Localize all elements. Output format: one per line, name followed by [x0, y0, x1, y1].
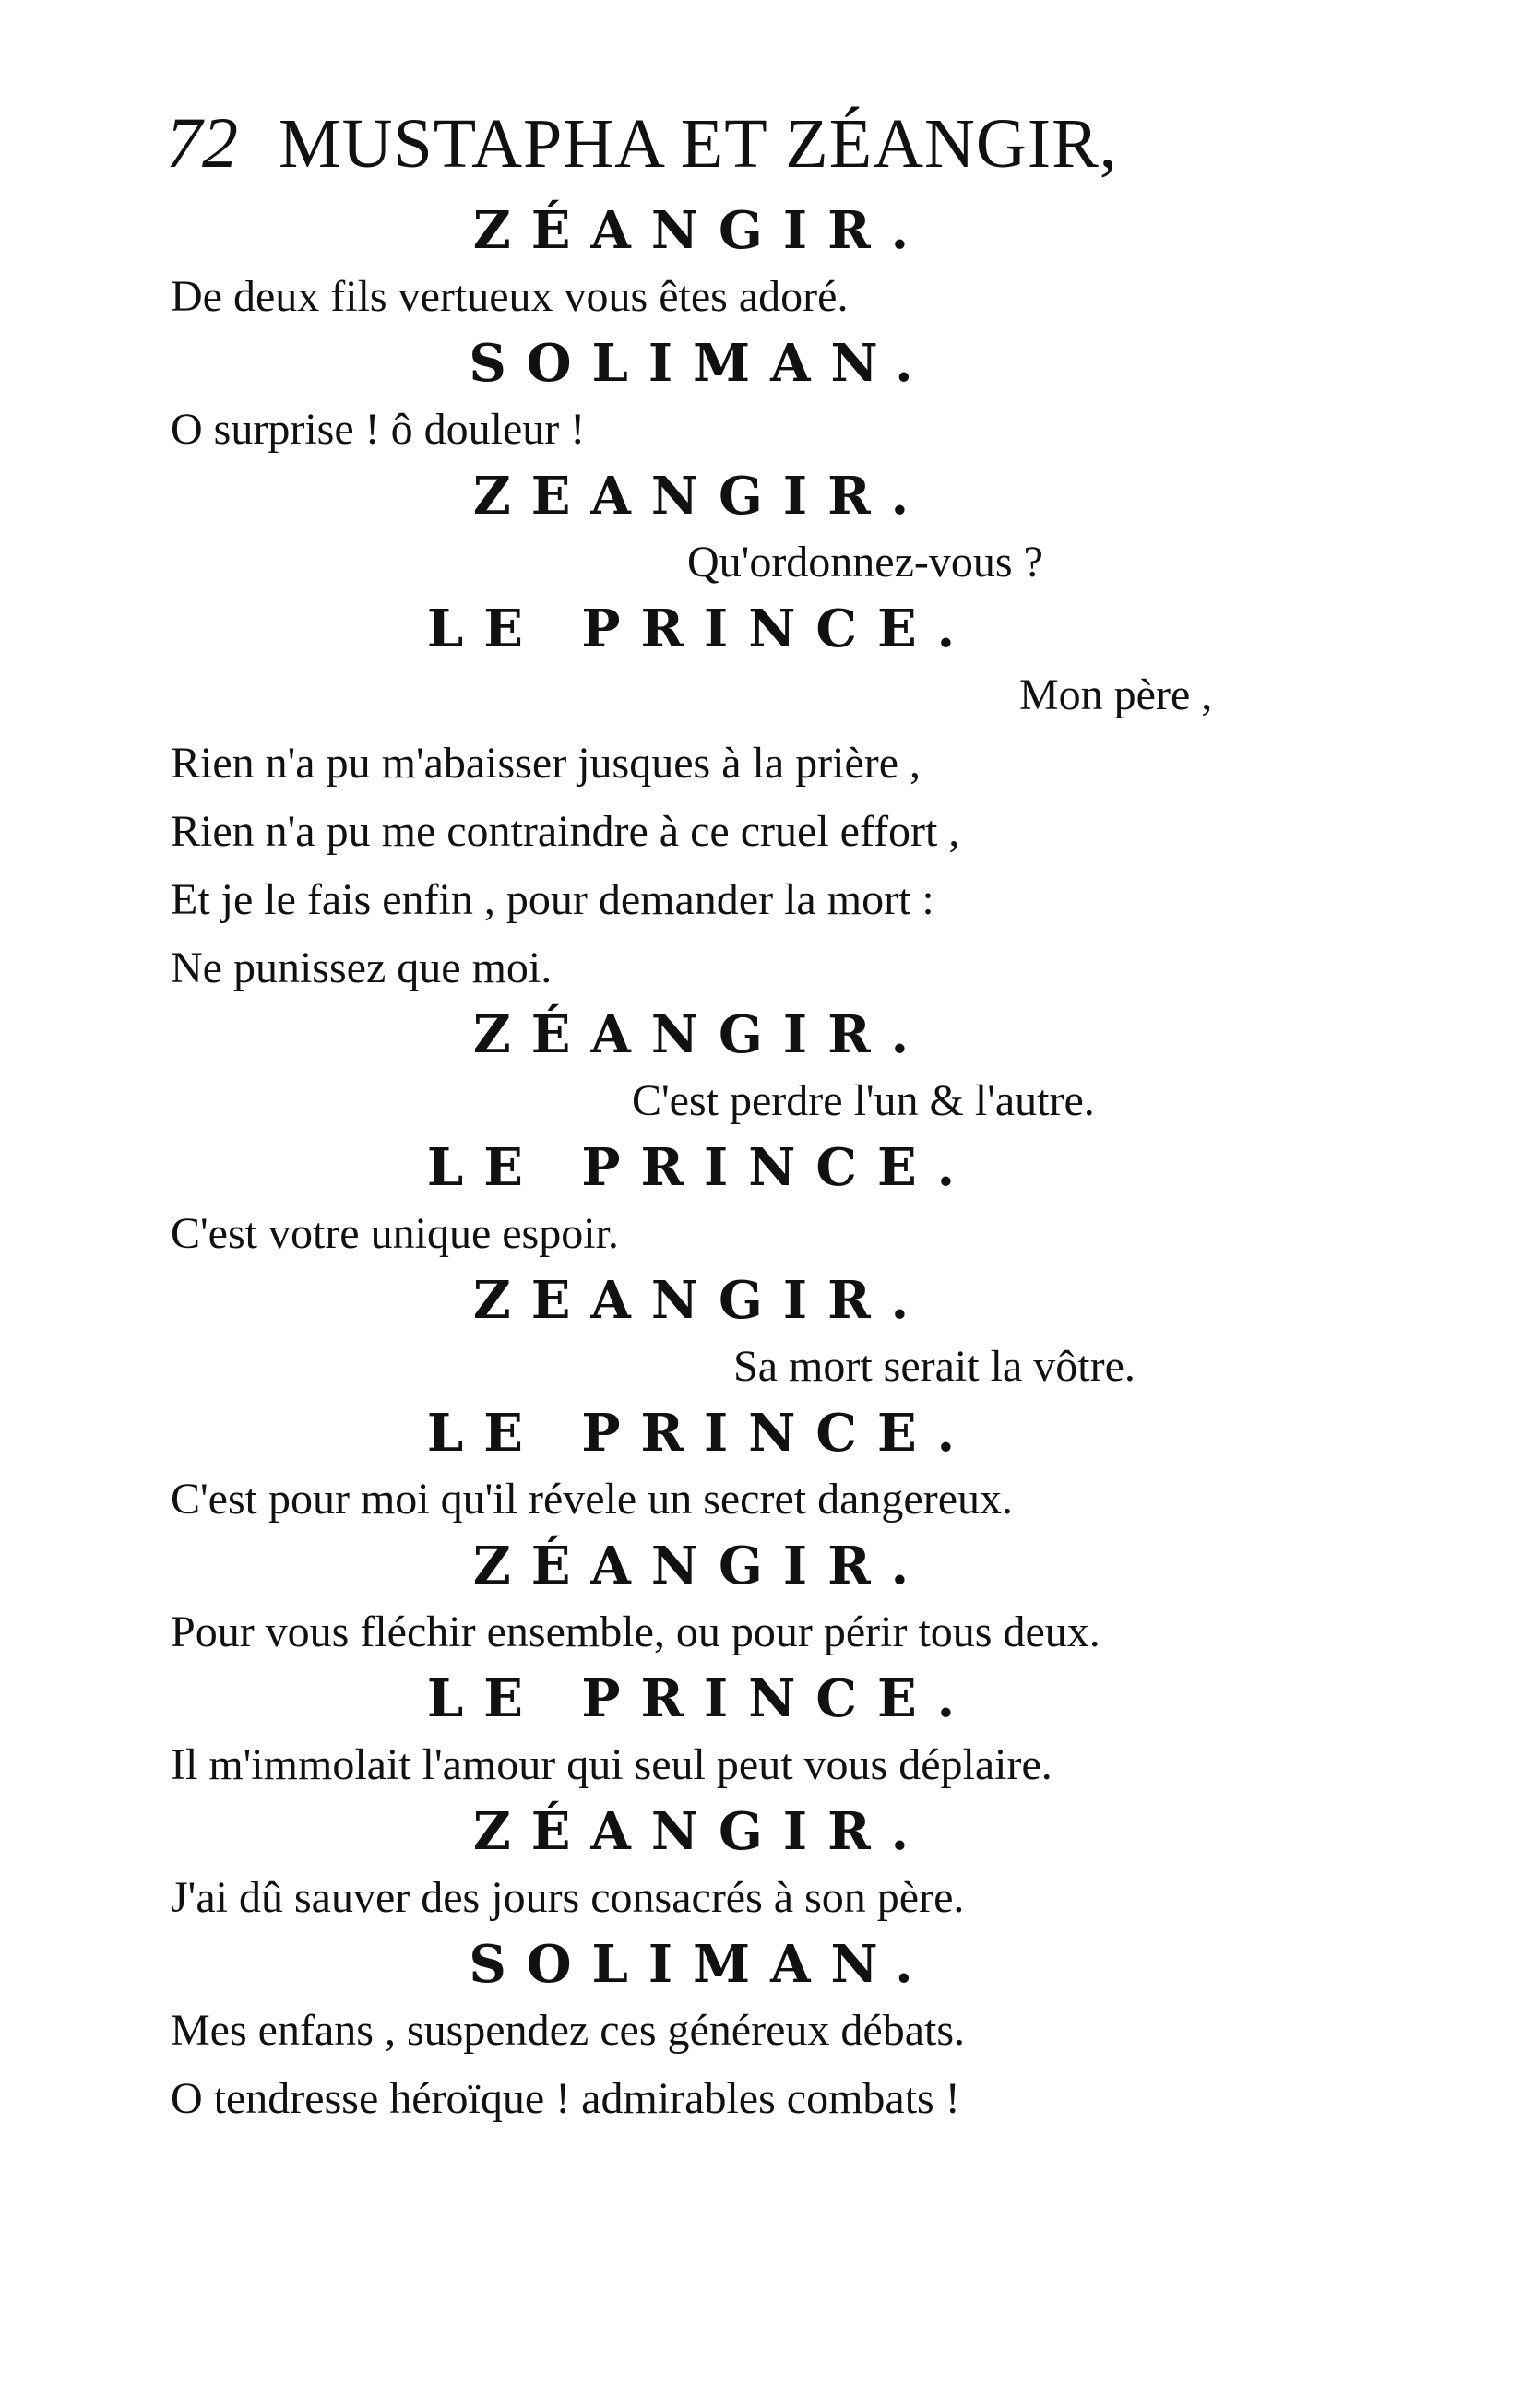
verse-line: Mes enfans , suspendez ces généreux débats.	[171, 2006, 966, 2055]
speaker-name: ZÉANGIR.	[472, 1536, 930, 1596]
speaker-name: ZEANGIR.	[472, 466, 930, 527]
verse-line: O tendresse héroïque ! admirables combats !	[171, 2074, 960, 2123]
verse-line: Rien n'a pu m'abaisser jusques à la prière ,	[171, 739, 922, 788]
verse-line: O surprise ! ô douleur !	[171, 405, 586, 454]
verse-line: C'est perdre l'un & l'autre.	[632, 1076, 1095, 1125]
verse-line: Sa mort serait la vôtre.	[733, 1342, 1136, 1391]
verse-line: Et je le fais enfin , pour demander la mort :	[171, 875, 934, 924]
verse-line: Il m'immolait l'amour qui seul peut vous déplaire.	[171, 1740, 1052, 1789]
speaker-name: SOLIMAN.	[469, 333, 933, 394]
verse-line: Qu'ordonnez-vous ?	[687, 538, 1043, 587]
verse-line: De deux fils vertueux vous êtes adoré.	[171, 272, 849, 321]
running-head: MUSTAPHA ET ZÉANGIR,	[279, 105, 1118, 183]
page-header	[166, 101, 1118, 184]
verse-line: J'ai dû sauver des jours consacrés à son père.	[171, 1873, 965, 1922]
verse-line: Ne punissez que moi.	[171, 943, 553, 992]
speaker-name: LE PRINCE.	[426, 1403, 976, 1464]
speaker-name: ZÉANGIR.	[472, 200, 930, 261]
speaker-name: LE PRINCE.	[426, 1668, 976, 1729]
verse-line: Pour vous fléchir ensemble, ou pour périr tous deux.	[171, 1607, 1100, 1656]
speaker-name: LE PRINCE.	[426, 1137, 976, 1198]
speaker-name: ZÉANGIR.	[472, 1004, 930, 1065]
play-text	[171, 198, 1231, 2133]
verse-line: Mon père ,	[1019, 670, 1213, 719]
speaker-name: ZEANGIR.	[472, 1270, 930, 1331]
speaker-name: LE PRINCE.	[426, 599, 976, 659]
verse-line: C'est pour moi qu'il révele un secret dangereux.	[171, 1475, 1014, 1524]
verse-line: Rien n'a pu me contraindre à ce cruel effort ,	[171, 807, 960, 856]
page-number: 72	[166, 102, 238, 183]
speaker-name: SOLIMAN.	[469, 1934, 933, 1995]
speaker-name: ZÉANGIR.	[472, 1801, 930, 1862]
verse-line: C'est votre unique espoir.	[171, 1209, 619, 1258]
